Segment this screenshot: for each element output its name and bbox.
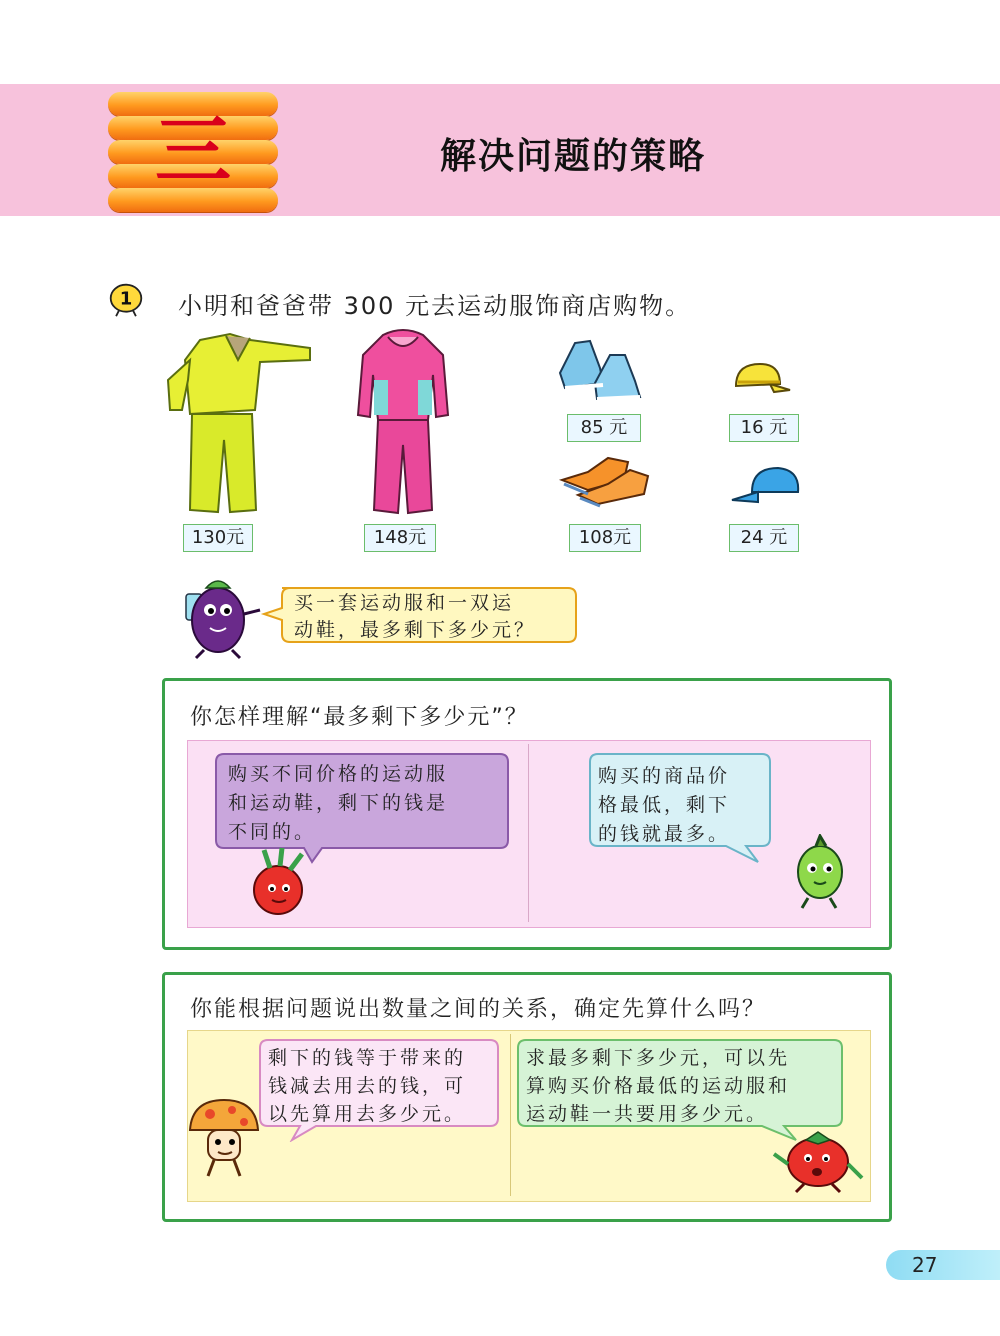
bubble-line: 不同的。	[228, 821, 317, 843]
price-tag: 130元	[183, 524, 253, 552]
question-line: 买一套运动服和一双运	[294, 592, 515, 614]
problem-number: 1	[119, 288, 133, 310]
question-line: 动鞋，最多剩下多少元？	[294, 619, 537, 641]
bubble-line: 格最低，剩下	[598, 794, 731, 816]
blue-sneakers-icon	[555, 333, 645, 405]
blue-cap-icon	[730, 462, 802, 508]
eggplant-character-icon	[166, 570, 266, 662]
radish-character-icon	[244, 846, 318, 918]
panel-heading: 你能根据问题说出数量之间的关系，确定先算什么吗？	[190, 997, 767, 1022]
price-tag: 16 元	[729, 414, 799, 442]
left-bubble	[220, 756, 510, 851]
bubble-line: 运动鞋一共要用多少元。	[526, 1103, 769, 1125]
right-bubble	[520, 1040, 844, 1132]
price-tag: 85 元	[567, 414, 641, 442]
panel-divider	[528, 744, 529, 922]
bubble-line: 的钱就最多。	[598, 823, 731, 845]
orange-sneakers-icon	[558, 450, 650, 508]
price-tag: 24 元	[729, 524, 799, 552]
bubble-line: 求最多剩下多少元，可以先	[526, 1047, 791, 1069]
question-bubble	[284, 586, 584, 648]
pink-tracksuit-icon	[348, 325, 458, 520]
price-tag: 148元	[364, 524, 436, 552]
bubble-line: 购买的商品价	[598, 765, 731, 787]
bubble-line: 算购买价格最低的运动服和	[526, 1075, 791, 1097]
chapter-numeral: 三	[155, 106, 231, 195]
bubble-line: 以先算用去多少元。	[268, 1103, 467, 1125]
right-bubble	[592, 758, 772, 853]
price-tag: 108元	[569, 524, 641, 552]
panel-heading: 你怎样理解“最多剩下多少元”？	[190, 705, 529, 730]
bubble-line: 剩下的钱等于带来的	[268, 1047, 467, 1069]
yellow-cap-icon	[730, 358, 792, 398]
page-number: 27	[886, 1250, 1000, 1280]
bubble-line: 购买不同价格的运动服	[228, 763, 449, 785]
problem-number-badge-icon	[104, 282, 148, 318]
mushroom-character-icon	[184, 1094, 264, 1180]
bubble-line: 钱减去用去的钱，可	[268, 1075, 467, 1097]
yellow-tracksuit-icon	[160, 330, 320, 520]
panel-divider	[510, 1034, 511, 1196]
tomato-character-icon	[770, 1124, 866, 1194]
bubble-line: 和运动鞋，剩下的钱是	[228, 792, 449, 814]
chapter-title: 解决问题的策略	[440, 136, 707, 177]
problem-statement: 小明和爸爸带 300 元去运动服饰商店购物。	[178, 292, 692, 320]
pepper-character-icon	[786, 834, 856, 910]
left-bubble	[262, 1040, 500, 1132]
